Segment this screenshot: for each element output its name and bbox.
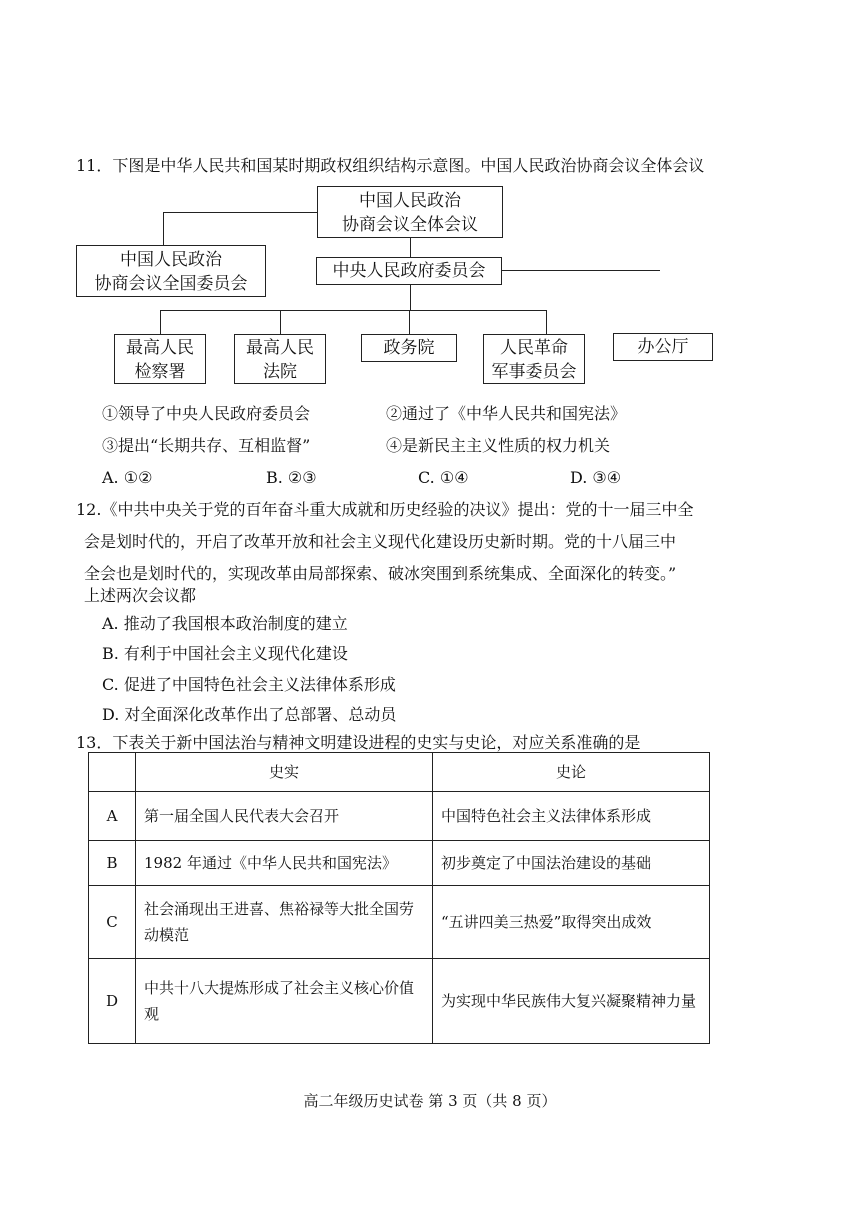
connector-left-down <box>163 212 164 245</box>
connector-branch <box>160 310 546 311</box>
q11-choice-c: C. ①④ <box>418 468 469 487</box>
row-label: C <box>89 886 136 959</box>
q12-stem-line1: 12.《中共中央关于党的百年奋斗重大成就和历史经验的决议》提出：党的十一届三中全 <box>76 500 694 519</box>
table-header-fact: 史实 <box>136 753 433 792</box>
box-government-council-label: 政务院 <box>383 338 435 358</box>
box-cppcc-plenary-line2: 协商会议全体会议 <box>342 215 478 235</box>
box-procuratorate-line2: 检察署 <box>134 362 186 382</box>
box-government-council <box>361 334 457 362</box>
q11-choice-b: B. ②③ <box>266 468 317 487</box>
row-fact: 1982 年通过《中华人民共和国宪法》 <box>136 841 433 886</box>
box-supreme-court <box>234 334 326 384</box>
connector-b2 <box>280 310 281 334</box>
row-comment: 中国特色社会主义法律体系形成 <box>433 792 710 841</box>
table-row <box>89 886 710 959</box>
q11-statement-4: ④是新民主主义性质的权力机关 <box>386 436 611 455</box>
row-label: D <box>89 959 136 1044</box>
connector-b4 <box>546 310 547 334</box>
connector-top-left <box>163 212 317 213</box>
row-label: A <box>89 792 136 841</box>
q11-choice-d: D. ③④ <box>570 468 622 487</box>
q11-statement-2: ②通过了《中华人民共和国宪法》 <box>386 404 627 423</box>
connector-center-down <box>410 284 411 310</box>
q12-option-b: B. 有利于中国社会主义现代化建设 <box>102 644 348 663</box>
row-comment: 初步奠定了中国法治建设的基础 <box>433 841 710 886</box>
box-military-line2: 军事委员会 <box>491 362 577 382</box>
q11-statement-3: ③提出“长期共存、互相监督” <box>102 436 311 455</box>
box-supreme-procuratorate <box>114 334 206 384</box>
q13-table <box>88 752 710 1044</box>
table-header-label <box>89 753 136 792</box>
box-military-commission <box>483 334 585 384</box>
row-fact: 中共十八大提炼形成了社会主义核心价值观 <box>136 959 433 1044</box>
box-central-gov-label: 中央人民政府委员会 <box>332 261 486 281</box>
row-fact: 第一届全国人民代表大会召开 <box>136 792 433 841</box>
table-row <box>89 841 710 886</box>
q11-stem: 11．下图是中华人民共和国某时期政权组织结构示意图。中国人民政治协商会议全体会议 <box>76 156 705 175</box>
q12-option-a: A. 推动了我国根本政治制度的建立 <box>102 614 348 633</box>
box-court-line2: 法院 <box>263 362 297 382</box>
connector-b1 <box>160 310 161 334</box>
q12-option-d: D. 对全面深化改革作出了总部署、总动员 <box>102 705 397 724</box>
connector-top-down <box>410 238 411 257</box>
box-cppcc-national-committee <box>76 245 266 297</box>
q11-choice-a: A. ①② <box>102 468 153 487</box>
box-general-office <box>613 333 713 361</box>
row-comment: 为实现中华民族伟大复兴凝聚精神力量 <box>433 959 710 1044</box>
q12-stem-line2: 会是划时代的，开启了改革开放和社会主义现代化建设历史新时期。党的十八届三中 <box>84 532 677 551</box>
page-footer: 高二年级历史试卷 第 3 页（共 8 页） <box>303 1092 557 1110</box>
q13-stem: 13．下表关于新中国法治与精神文明建设进程的史实与史论，对应关系准确的是 <box>76 733 641 752</box>
row-fact: 社会涌现出王进喜、焦裕禄等大批全国劳动模范 <box>136 886 433 959</box>
box-cppcc-national-line2: 协商会议全国委员会 <box>94 274 248 294</box>
box-cppcc-plenary <box>317 186 503 238</box>
connector-right <box>502 270 660 271</box>
q12-option-c: C. 促进了中国特色社会主义法律体系形成 <box>102 675 396 694</box>
q12-stem-line4: 上述两次会议都 <box>84 586 197 605</box>
table-row <box>89 792 710 841</box>
row-label: B <box>89 841 136 886</box>
row-comment: “五讲四美三热爱”取得突出成效 <box>433 886 710 959</box>
box-court-line1: 最高人民 <box>246 338 314 358</box>
box-central-gov-committee <box>316 257 502 285</box>
table-header-row <box>89 753 710 792</box>
q12-stem-line3: 全会也是划时代的，实现改革由局部探索、破冰突围到系统集成、全面深化的转变。” <box>84 564 677 583</box>
connector-b3 <box>409 310 410 334</box>
box-cppcc-plenary-line1: 中国人民政治 <box>359 191 461 211</box>
box-military-line1: 人民革命 <box>500 338 568 358</box>
box-general-office-label: 办公厅 <box>637 337 689 357</box>
q11-statement-1: ①领导了中央人民政府委员会 <box>102 404 311 423</box>
table-header-comment: 史论 <box>433 753 710 792</box>
box-cppcc-national-line1: 中国人民政治 <box>120 250 222 270</box>
box-procuratorate-line1: 最高人民 <box>126 338 194 358</box>
table-row <box>89 959 710 1044</box>
